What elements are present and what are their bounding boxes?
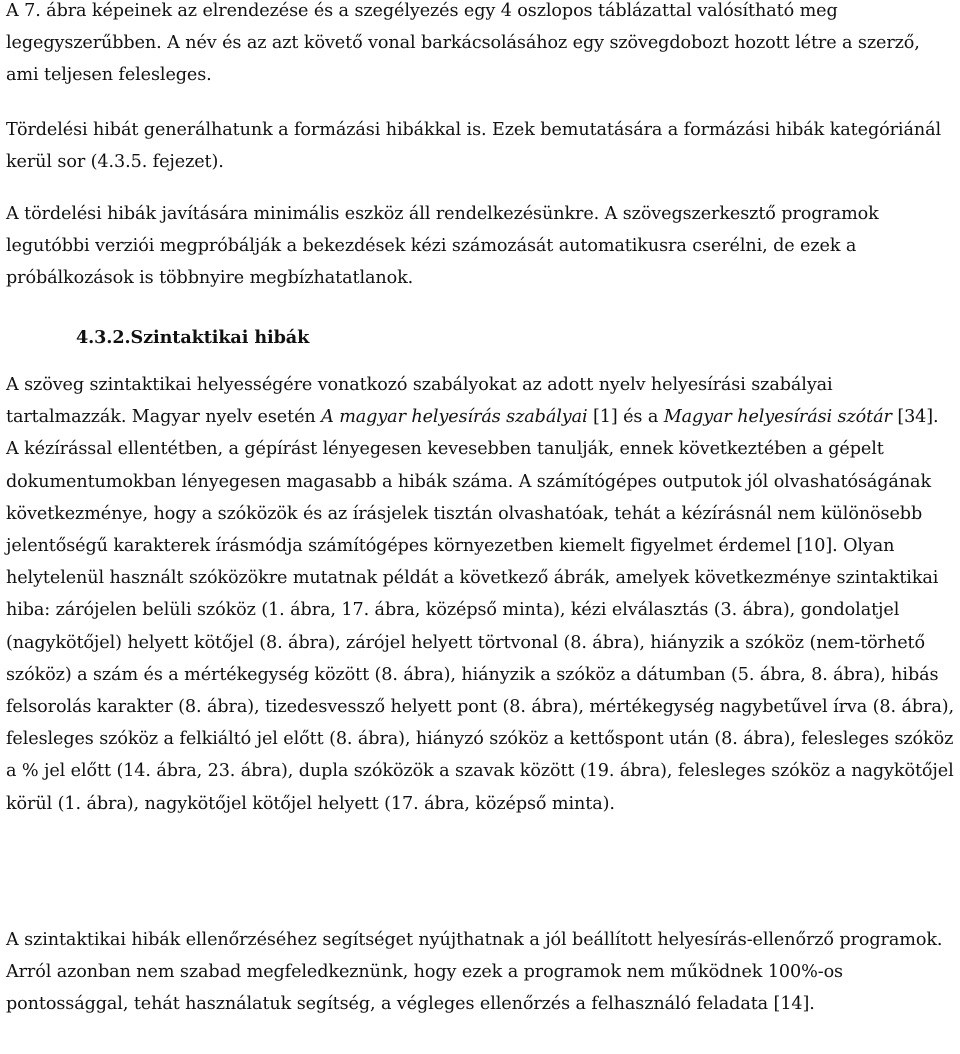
paragraph-text: [34]. A kézírással ellentétben, a gépírást lényegesen kevesebben tanulják, ennek következtében a gépelt dokumentumokban lényegesen magasabb a hibák száma. A számítógépes outputok jól olvashatóságának következménye, hogy a szóközök és az írásjelek tisztán olvashatóak, tehát a kézírásnál nem különösebb jelentőségű karakterek írásmódja számítógépes környezetben kiemelt figyelmet érdemel [10]. Olyan helytelenül használt szóközökre mutatnak példát a következő ábrák, amelyek következménye szintaktikai hiba: zárójelen belüli szóköz (1. ábra, 17. ábra, középső minta), kézi elválasztás (3. ábra), gondolatjel (nagykötőjel) helyett kötőjel (8. ábra), zárójel helyett törtvonal (8. ábra), hiányzik a szóköz (nem-törhető szóköz) a szám és a mértékegység között (8. ábra), hiányzik a szóköz a dátumban (5. ábra, 8. ábra), hibás felsorolás karakter (8. ábra), tizedesvessző helyett pont (8. ábra), mértékegység nagybetűvel írva (8. ábra), felesleges szóköz a felkiáltó jel előtt (8. ábra), hiányzó szóköz a kettőspont után (8. ábra), felesleges szóköz a % jel előtt (14. ábra, 23. ábra), dupla szóközök a szavak között (19. ábra), felesleges szóköz a nagykötőjel körül (1. ábra), nagykötőjel kötőjel helyett (17. ábra, középső minta). xyxy=(6,407,954,814)
paragraph-spellchecker: A szintaktikai hibák ellenőrzéséhez segítséget nyújthatnak a jól beállított helyesírás-ellenőrző programok. Arról azonban nem szabad megfeledkeznünk, hogy ezek a programok nem működnek 100%-os pontossággal, tehát használatuk segítség, a végleges ellenőrzés a felhasználó feladata [14]. xyxy=(6,930,943,1015)
paragraph-layout-fix-tools: A tördelési hibák javítására minimális eszköz áll rendelkezésünkre. A szövegszerkesztő programok legutóbbi verziói megpróbálják a bekezdések kézi számozását automatikusra cserélni, de ezek a próbálkozások is többnyire megbízhatatlanok. xyxy=(6,204,879,289)
reference-title-rules: A magyar helyesírás szabályai xyxy=(321,407,588,428)
section-number: 4.3.2. xyxy=(76,327,131,348)
paragraph-syntax-rules xyxy=(6,369,954,820)
section-title: Szintaktikai hibák xyxy=(130,327,310,348)
reference-title-dictionary: Magyar helyesírási szótár xyxy=(663,407,892,428)
paragraph-text: A szöveg szintaktikai helyességére vonatkozó szabályokat az adott nyelv helyesírási szabályai tartalmazzák. Magyar nyelv esetén xyxy=(6,375,833,428)
section-heading xyxy=(76,322,309,354)
paragraph-layout-example: A 7. ábra képeinek az elrendezése és a szegélyezés egy 4 oszlopos táblázattal valósítható meg legegyszerűbben. A név és az azt követő vonal barkácsolásához egy szövegdobozt hozott létre a szerző, ami teljesen felesleges. xyxy=(6,1,920,86)
paragraph-text: [1] és a xyxy=(587,407,664,428)
paragraph-formatting-errors: Tördelési hibát generálhatunk a formázási hibákkal is. Ezek bemutatására a formázási hibák kategóriánál kerül sor (4.3.5. fejezet). xyxy=(6,120,941,173)
